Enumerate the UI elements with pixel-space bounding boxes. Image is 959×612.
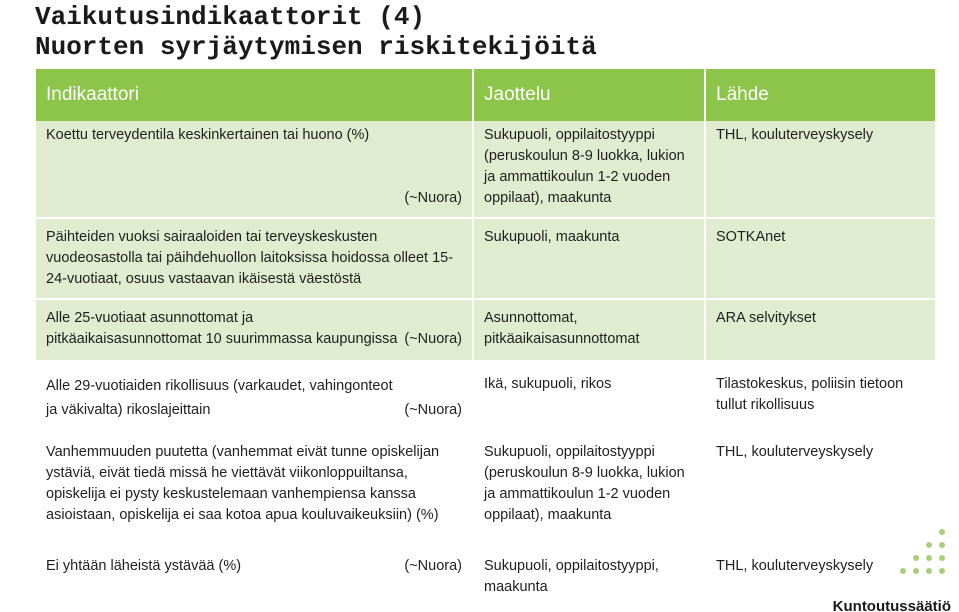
source-note: (~Nuora) <box>404 402 462 418</box>
header-indicator: Indikaattori <box>36 69 473 121</box>
dot-icon <box>913 555 919 561</box>
breakdown-cell: Sukupuoli, maakunta <box>473 218 705 299</box>
source-cell: Tilastokeskus, poliisin tietoon tullut rikollisuus <box>705 361 936 433</box>
indicator-text: Ei yhtään läheistä ystävää (%) <box>46 558 242 574</box>
title-line-2: Nuorten syrjäytymisen riskitekijöitä <box>35 32 597 62</box>
table-row <box>36 361 936 433</box>
table-row <box>36 218 936 299</box>
source-note: (~Nuora) <box>404 190 462 206</box>
indicator-text: Alle 25-vuotiaat asunnottomat ja pitkäaikaisasunnottomat 10 suurimmassa kaupungissa <box>46 310 398 347</box>
indicator-text: Päihteiden vuoksi sairaaloiden tai terveyskeskusten vuodeosastolla tai päihdehuollon laitoksissa hoidossa olleet 15-24-vuotiaat, osuus vastaavan ikäisestä väestöstä <box>46 229 454 287</box>
header-breakdown: Jaottelu <box>473 69 705 121</box>
header-source: Lähde <box>705 69 936 121</box>
logo: Kuntoutussäätiö <box>751 594 951 612</box>
source-cell: THL, kouluterveyskysely <box>705 433 936 547</box>
table-header-row <box>36 69 936 121</box>
table-row <box>36 299 936 361</box>
indicator-cell <box>36 547 473 607</box>
dot-icon <box>939 529 945 535</box>
title-line-1: Vaikutusindikaattorit (4) <box>35 2 426 32</box>
table-row <box>36 121 936 218</box>
dot-icon <box>926 568 932 574</box>
indicator-text: Vanhemmuuden puutetta (vanhemmat eivät tunne opiskelijan ystäviä, eivät tiedä missä he viettävät viikonloppuiltansa, opiskelija ei pysty keskustelemaan vanhempiensa kanssa asioistaan, opiskelija ei saa kotoa apua kouluvaikeuksiin) (%) <box>46 444 440 523</box>
indicator-table <box>36 69 937 608</box>
dot-icon <box>926 555 932 561</box>
source-cell: ARA selvitykset <box>705 299 936 361</box>
source-note: (~Nuora) <box>404 558 462 574</box>
decorative-dots <box>900 529 945 574</box>
source-note: (~Nuora) <box>404 331 462 347</box>
indicator-cell <box>36 121 473 218</box>
breakdown-cell: Sukupuoli, oppilaitostyyppi (peruskoulun 8-9 luokka, lukion ja ammattikoulun 1-2 vuoden oppilaat), maakunta <box>473 433 705 547</box>
indicator-cell <box>36 299 473 361</box>
breakdown-cell: Sukupuoli, oppilaitostyyppi (peruskoulun 8-9 luokka, lukion ja ammattikoulun 1-2 vuoden oppilaat), maakunta <box>473 121 705 218</box>
dot-icon <box>900 568 906 574</box>
breakdown-cell: Sukupuoli, oppilaitostyyppi, maakunta <box>473 547 705 607</box>
dot-icon <box>939 542 945 548</box>
indicator-cell <box>36 433 473 547</box>
table-row <box>36 433 936 547</box>
dot-icon <box>939 555 945 561</box>
source-cell: SOTKAnet <box>705 218 936 299</box>
source-cell: THL, kouluterveyskysely <box>705 121 936 218</box>
indicator-text: Koettu terveydentila keskinkertainen tai huono (%) <box>46 127 370 143</box>
dot-icon <box>926 542 932 548</box>
breakdown-cell: Asunnottomat, pitkäaikaisasunnottomat <box>473 299 705 361</box>
indicator-text: Alle 29-vuotiaiden rikollisuus (varkaudet, vahingonteot ja väkivalta) rikoslajeittain <box>46 378 393 418</box>
dot-icon <box>913 568 919 574</box>
dot-icon <box>939 568 945 574</box>
slide-title <box>35 0 597 64</box>
indicator-cell <box>36 361 473 433</box>
indicator-cell <box>36 218 473 299</box>
source-cell: THL, kouluterveyskysely <box>705 547 936 607</box>
breakdown-cell: Ikä, sukupuoli, rikos <box>473 361 705 433</box>
